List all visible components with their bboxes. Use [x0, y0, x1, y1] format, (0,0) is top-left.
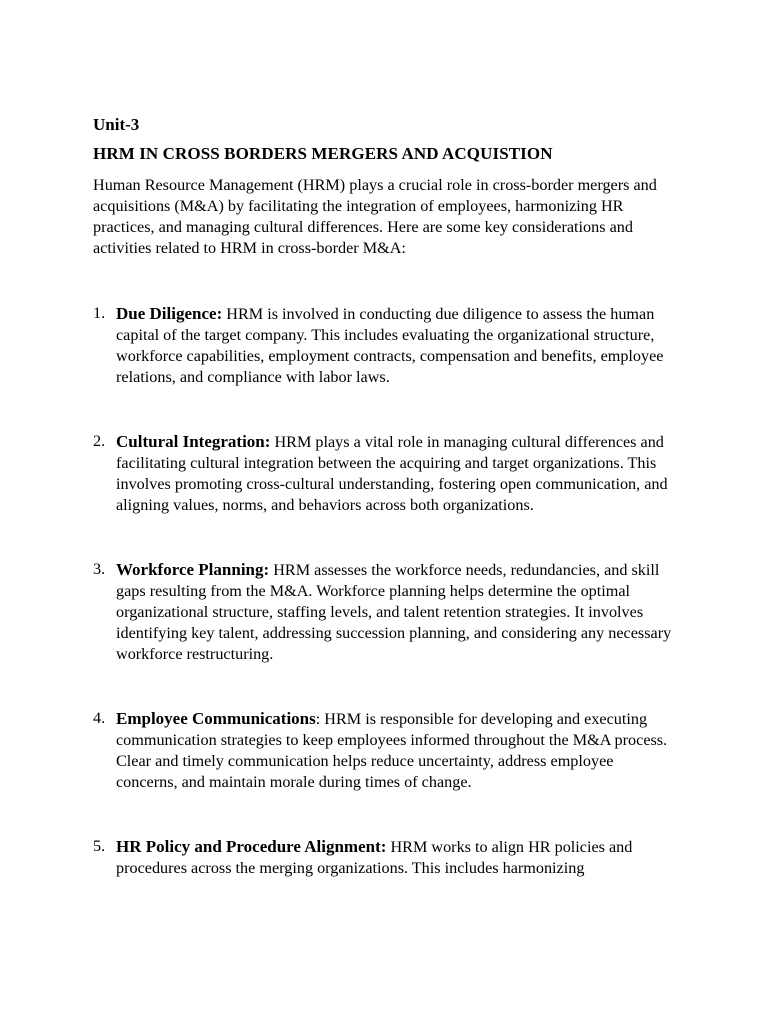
- list-item-number: 3.: [93, 560, 106, 578]
- list-item-number: 4.: [93, 709, 106, 727]
- list-item: [93, 836, 676, 879]
- list-item: [93, 431, 676, 516]
- list-item-text: HRM plays a vital role in managing cultural differences and facilitating cultural integration between the acquiring and target organizations. This involves promoting cross-cultural understanding, fostering open communication, and aligning values, norms, and behaviors across both organizations.: [116, 433, 668, 514]
- list-item-term: Cultural Integration:: [116, 432, 271, 451]
- list-item-text: HRM assesses the workforce needs, redundancies, and skill gaps resulting from the M&A. Workforce planning helps determine the optimal organizational structure, staffing levels, and talent retention strategies. It involves identifying key talent, addressing succession planning, and considering any necessary workforce restructuring.: [116, 561, 672, 663]
- list-item-term: Workforce Planning:: [116, 560, 270, 579]
- list-item: [93, 303, 676, 388]
- intro-paragraph: Human Resource Management (HRM) plays a crucial role in cross-border mergers and acquisitions (M&A) by facilitating the integration of employees, harmonizing HR practices, and managing cultural differences. Here are some key considerations and activities related to HRM in cross-border M&A:: [93, 176, 657, 257]
- list-item-term: Employee Communications: [116, 709, 316, 728]
- list-item-term: Due Diligence:: [116, 304, 223, 323]
- list-item-text: HRM works to align HR policies and procedures across the merging organizations. This includes harmonizing: [116, 838, 633, 877]
- list-item: [93, 559, 676, 665]
- list-item-number: 2.: [93, 432, 106, 450]
- unit-heading: Unit-3: [93, 115, 140, 134]
- list-item-number: 1.: [93, 304, 106, 322]
- list-item-text: : HRM is responsible for developing and executing communication strategies to keep employees informed throughout the M&A process. Clear and timely communication helps reduce uncertainty, address employee concerns, and maintain morale during times of change.: [116, 710, 668, 791]
- list-item-text: HRM is involved in conducting due diligence to assess the human capital of the target company. This includes evaluating the organizational structure, workforce capabilities, employment contracts, compensation and benefits, employee relations, and compliance with labor laws.: [116, 305, 664, 386]
- list-item-number: 5.: [93, 837, 106, 855]
- document-title: HRM IN CROSS BORDERS MERGERS AND ACQUISTION: [93, 144, 553, 163]
- list-item: [93, 708, 676, 793]
- considerations-list: [93, 303, 682, 879]
- list-item-term: HR Policy and Procedure Alignment:: [116, 837, 387, 856]
